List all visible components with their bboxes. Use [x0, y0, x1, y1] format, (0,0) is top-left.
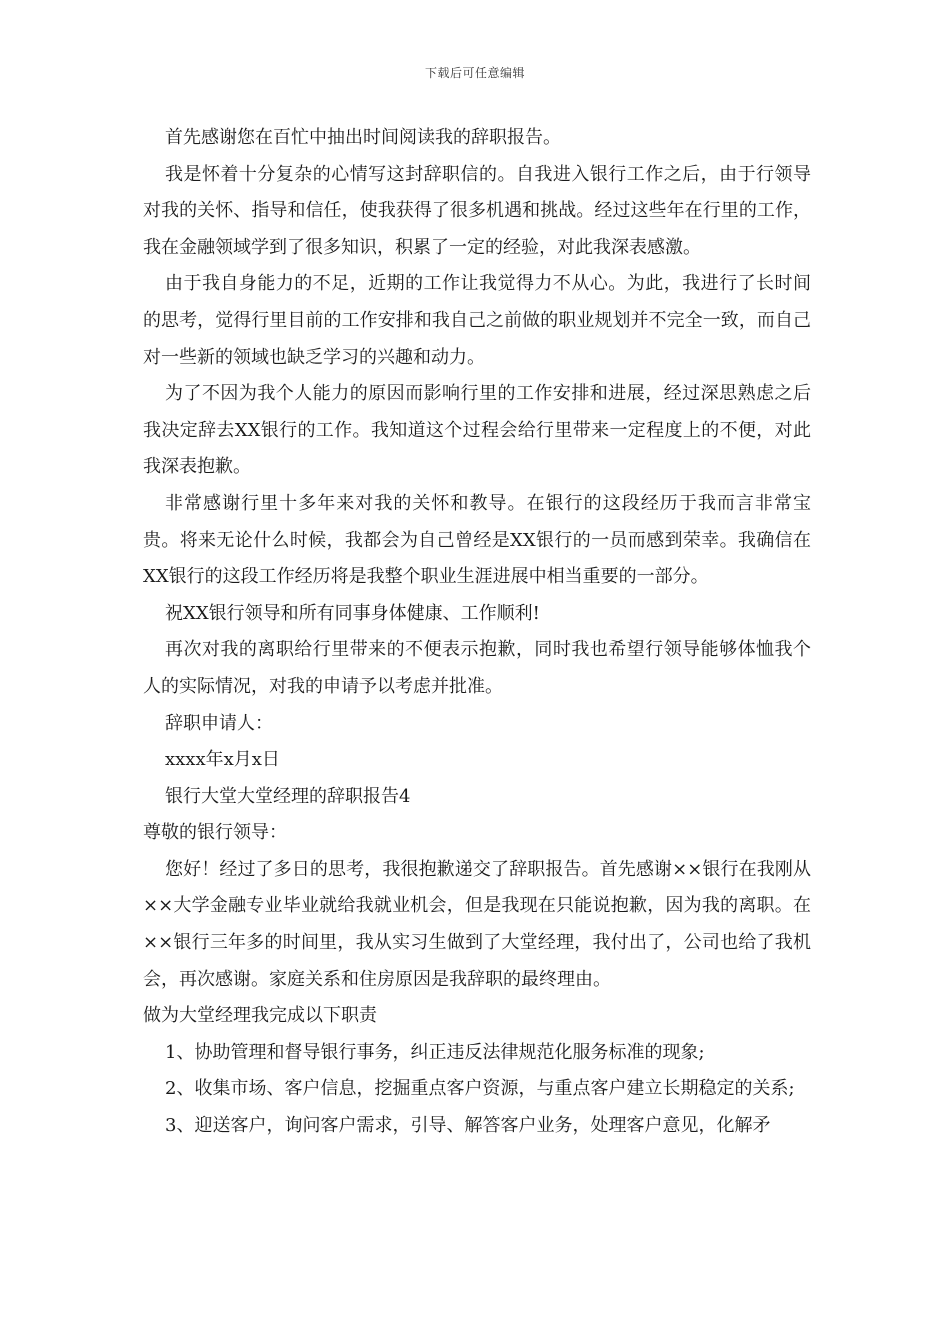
page-header-note: 下载后可任意编辑: [424, 66, 525, 80]
paragraph-2: 我是怀着十分复杂的心情写这封辞职信的。自我进入银行工作之后，由于行领导对我的关怀、指导和信任，使我获得了很多机遇和挑战。经过这些年在行里的工作，我在金融领域学到了很多知识，积累了一定的经验，对此我深表感激。: [143, 163, 811, 258]
signature-label: 辞职申请人：: [165, 712, 273, 734]
duty-item-3: 3、迎送客户，询问客户需求，引导、解答客户业务，处理客户意见，化解矛: [165, 1115, 771, 1137]
paragraph-7: 再次对我的离职给行里带来的不便表示抱歉，同时我也希望行领导能够体恤我个人的实际情况，对我的申请予以考虑并批准。: [143, 639, 811, 697]
document-body: [143, 120, 811, 1145]
section-title: 银行大堂大堂经理的辞职报告4: [165, 785, 411, 807]
duty-item-1: 1、协助管理和督导银行事务，纠正违反法律规范化服务标准的现象;: [165, 1041, 705, 1063]
paragraph-3: 由于我自身能力的不足，近期的工作让我觉得力不从心。为此，我进行了长时间的思考，觉得行里目前的工作安排和我自己之前做的职业规划并不完全一致，而自己对一些新的领域也缺乏学习的兴趣和动力。: [143, 273, 811, 368]
duties-heading: 做为大堂经理我完成以下职责: [143, 1005, 377, 1027]
paragraph-1: 首先感谢您在百忙中抽出时间阅读我的辞职报告。: [165, 127, 561, 148]
paragraph-4: 为了不因为我个人能力的原因而影响行里的工作安排和进展，经过深思熟虑之后我决定辞去XX银行的工作。我知道这个过程会给行里带来一定程度上的不便，对此我深表抱歉。: [143, 383, 811, 478]
paragraph-5: 非常感谢行里十多年来对我的关怀和教导。在银行的这段经历于我而言非常宝贵。将来无论什么时候，我都会为自己曾经是XX银行的一员而感到荣幸。我确信在XX银行的这段工作经历将是我整个职业生涯进展中相当重要的一部分。: [143, 492, 811, 588]
paragraph-8: 您好！经过了多日的思考，我很抱歉递交了辞职报告。首先感谢××银行在我刚从××大学金融专业毕业就给我就业机会，但是我现在只能说抱歉，因为我的离职。在××银行三年多的时间里，我从实习生做到了大堂经理，我付出了，公司也给了我机会，再次感谢。家庭关系和住房原因是我辞职的最终理由。: [143, 858, 811, 990]
signature-date: xxxx年x月x日: [165, 749, 280, 771]
duty-item-2: 2、收集市场、客户信息，挖掘重点客户资源，与重点客户建立长期稳定的关系;: [165, 1078, 795, 1100]
salutation: 尊敬的银行领导：: [143, 822, 287, 844]
paragraph-6: 祝XX银行领导和所有同事身体健康、工作顺利!: [165, 602, 540, 624]
